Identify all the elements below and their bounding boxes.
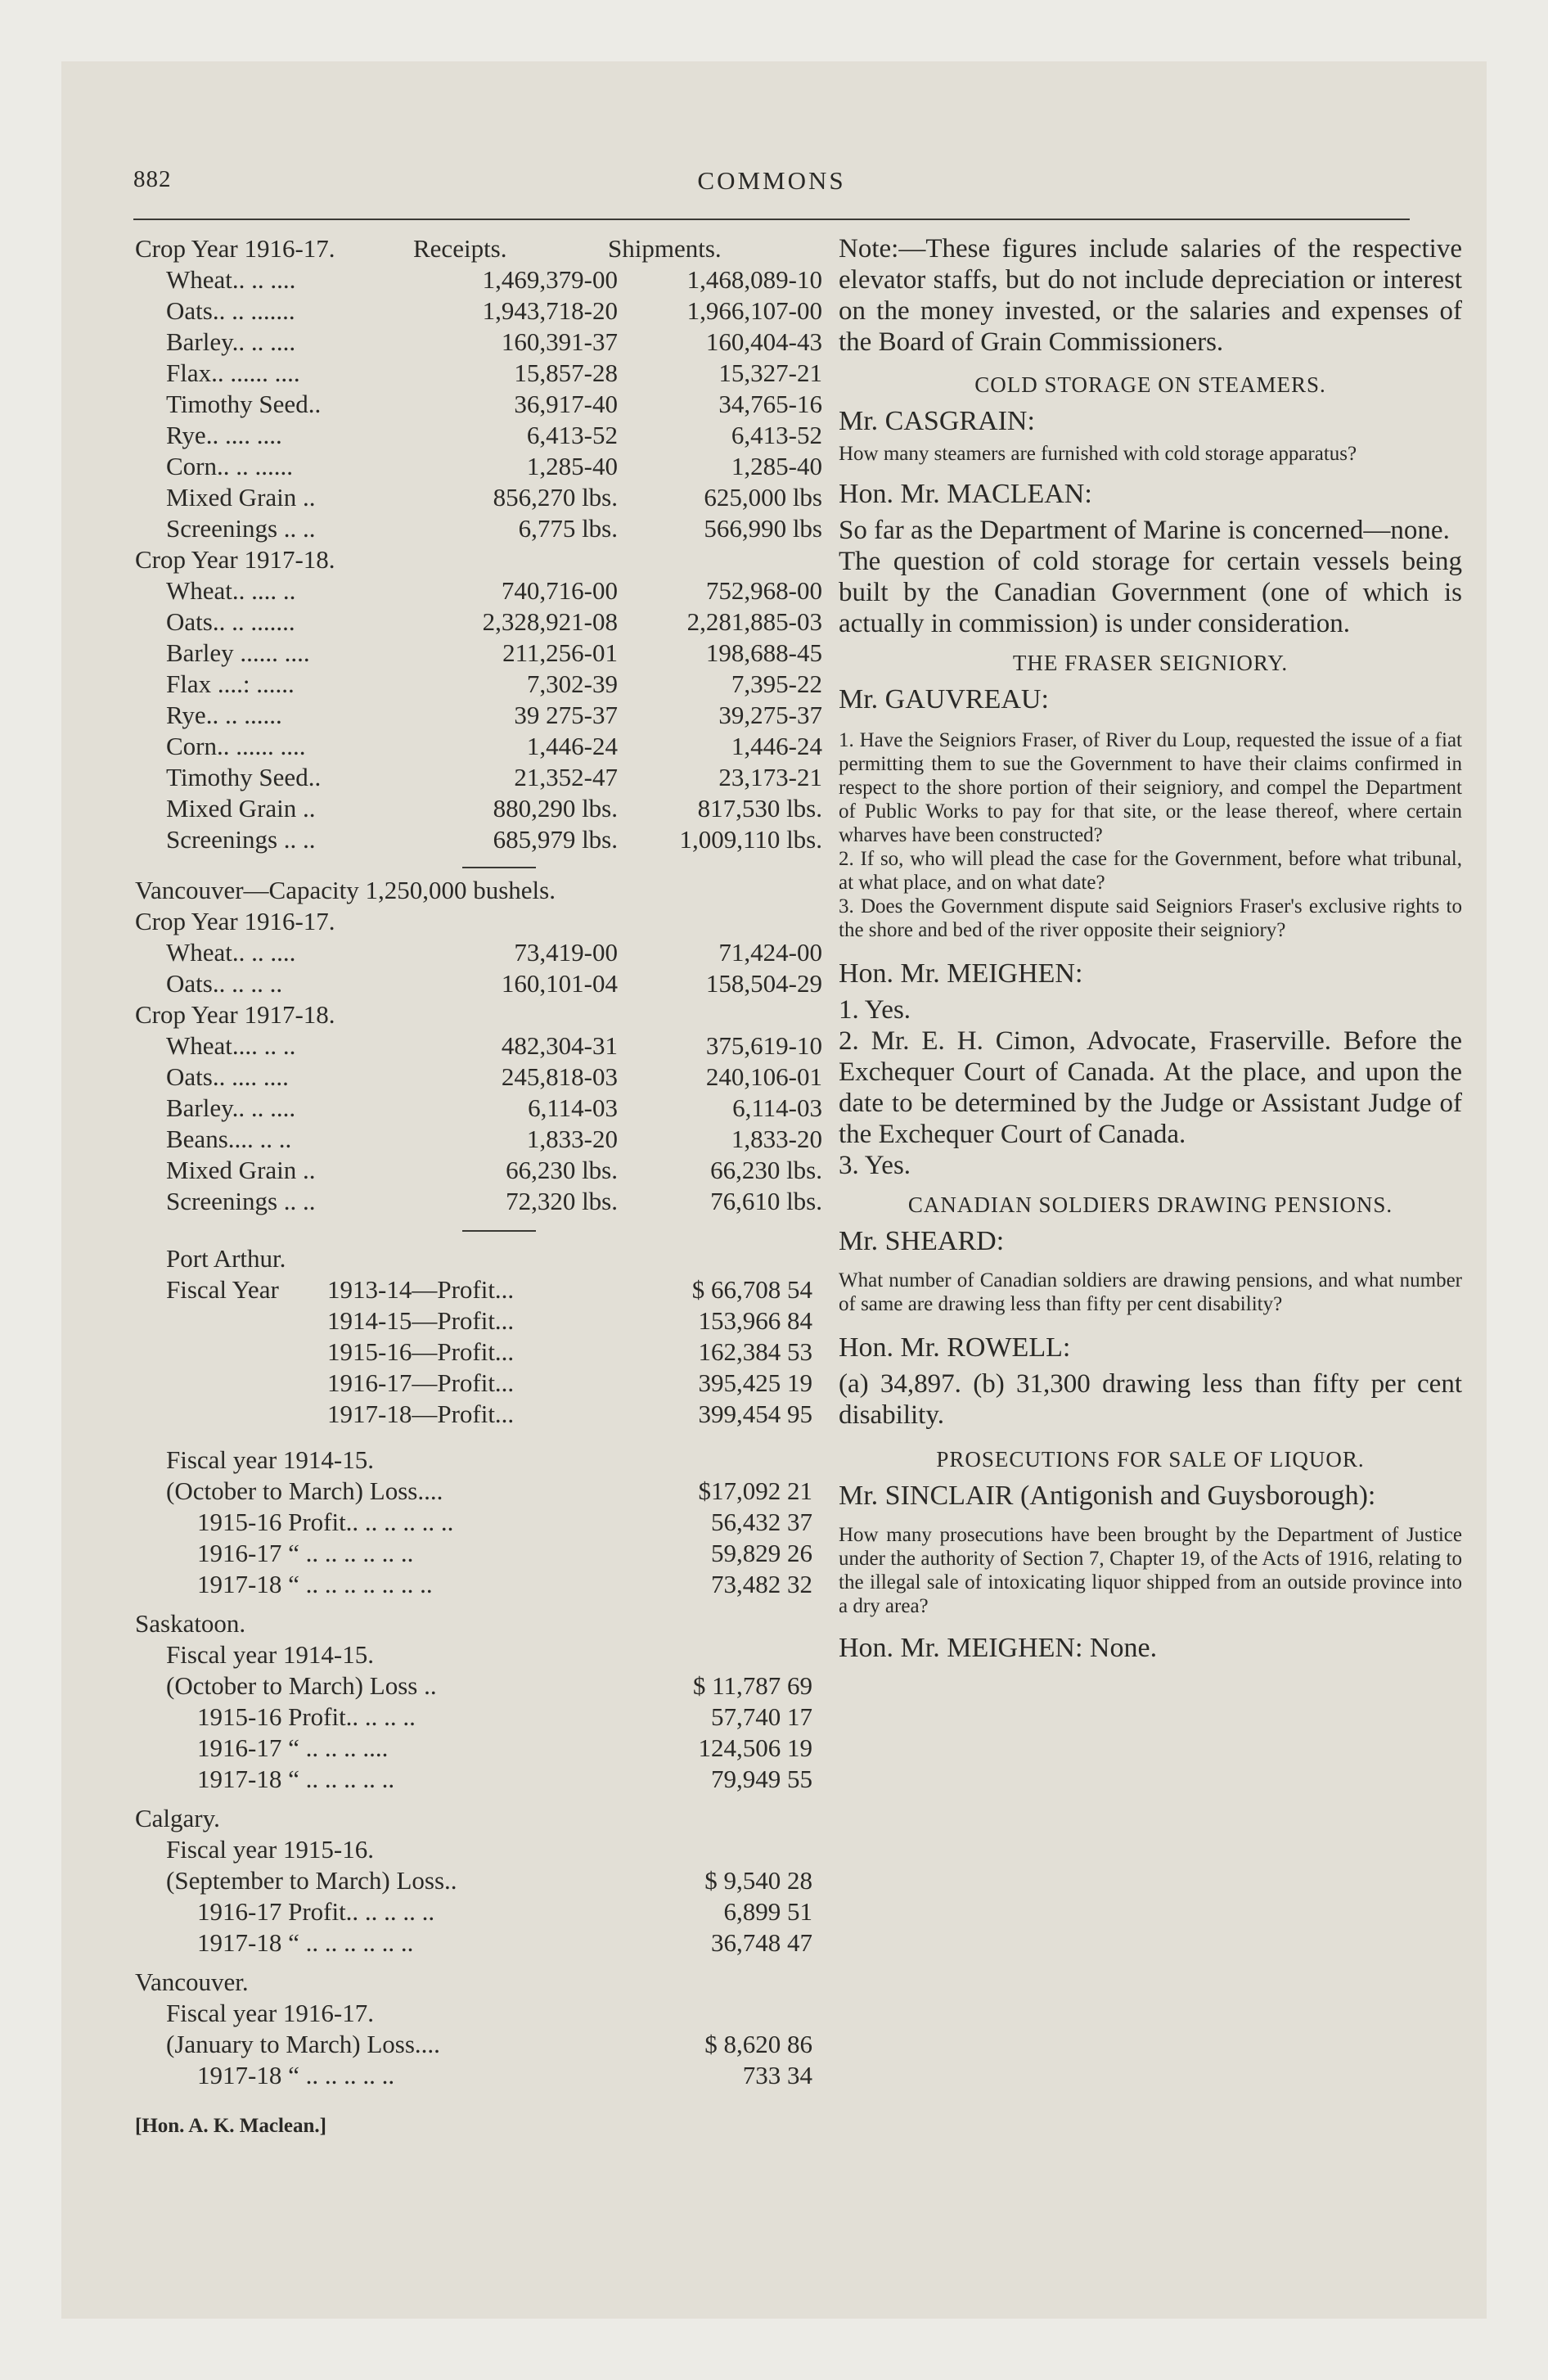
speaker-name: Mr. SINCLAIR (Antigonish and Guysborough):	[839, 1481, 1376, 1511]
fiscal-year-lead: Fiscal Year	[166, 1275, 279, 1304]
grain-table-1917	[135, 575, 822, 855]
finance-label: 1916-17 “ .. .. .. ....	[197, 1733, 389, 1762]
finance-value: 124,506 19	[698, 1733, 812, 1762]
row-label: Corn.. .. ......	[166, 452, 293, 480]
finance-label: 1915-16 Profit.. .. .. .. .. ..	[197, 1508, 454, 1536]
finance-row	[135, 1569, 822, 1600]
table-row	[135, 824, 822, 855]
answer-text: 1. Yes.	[839, 995, 911, 1025]
finance-value: 153,966 84	[698, 1306, 812, 1335]
finance-label: 1915-16 Profit.. .. .. ..	[197, 1702, 416, 1731]
table-row	[135, 295, 822, 327]
section-heading: THE FRASER SEIGNIORY.	[1012, 651, 1289, 675]
speaker-name: Hon. Mr. ROWELL:	[839, 1332, 1071, 1363]
finance-label: 1916-17 Profit.. .. .. .. ..	[197, 1897, 435, 1926]
row-label: Oats.. .. .. ..	[166, 969, 283, 998]
finance-label: 1917-18—Profit...	[327, 1400, 515, 1428]
finance-label: (September to March) Loss..	[166, 1866, 457, 1895]
question-text: What number of Canadian soldiers are drawing pensions, and what number of same are drawing less than fifty per cent disability?	[839, 1269, 1462, 1315]
shipments-value: 34,765-16	[718, 390, 822, 418]
table-row	[135, 451, 822, 482]
row-label: Rye.. .. ......	[166, 701, 282, 729]
table-row	[135, 1155, 822, 1186]
finance-value: 399,454 95	[698, 1400, 812, 1428]
finance-value: 73,482 32	[711, 1570, 812, 1598]
finance-value: 162,384 53	[698, 1337, 812, 1366]
crop-year-heading-row	[135, 544, 822, 575]
finance-row	[135, 1927, 822, 1959]
table-row	[135, 937, 822, 968]
answer-text: 3. Yes.	[839, 1151, 911, 1180]
receipts-value: 211,256-01	[502, 638, 618, 667]
row-label: Wheat.. .. ....	[166, 938, 296, 967]
shipments-value: 566,990 lbs	[704, 514, 822, 543]
receipts-value: 21,352-47	[514, 763, 618, 791]
receipts-value: 39 275-37	[514, 701, 618, 729]
table-row	[135, 389, 822, 420]
receipts-value: 1,469,379-00	[482, 265, 618, 294]
shipments-value: 7,395-22	[731, 669, 822, 698]
finance-value: 6,899 51	[723, 1897, 812, 1926]
fiscal-year-label: Fiscal year 1914-15.	[166, 1640, 374, 1669]
page-title: COMMONS	[697, 166, 846, 195]
calgary-title	[135, 1803, 822, 1834]
finance-label: 1916-17—Profit...	[327, 1368, 515, 1397]
finance-row	[135, 1733, 822, 1764]
vancouver-capacity-text: Vancouver—Capacity 1,250,000 bushels.	[135, 876, 556, 904]
finance-value: $ 66,708 54	[691, 1275, 812, 1304]
finance-row	[135, 1702, 822, 1733]
section-heading: CANADIAN SOLDIERS DRAWING PENSIONS.	[907, 1192, 1393, 1217]
finance-label: (October to March) Loss ..	[166, 1671, 437, 1700]
calgary-label: Calgary.	[135, 1804, 220, 1832]
shipments-value: 1,833-20	[731, 1125, 822, 1153]
section-heading: PROSECUTIONS FOR SALE OF LIQUOR.	[936, 1447, 1365, 1472]
section-heading: COLD STORAGE ON STEAMERS.	[974, 372, 1326, 397]
vancouver-table-1916	[135, 937, 822, 999]
vancouver-capacity	[135, 875, 822, 906]
header-rule	[133, 219, 1410, 220]
table-row	[135, 1062, 822, 1093]
row-label: Screenings .. ..	[166, 825, 316, 854]
receipts-value: 6,114-03	[528, 1093, 618, 1122]
answer-text: The question of cold storage for certain vessels being built by the Canadian Government (one of which is actually in commission) is under consideration.	[839, 547, 1462, 638]
section-rule	[462, 867, 536, 868]
finance-label: 1917-18 “ .. .. .. .. ..	[197, 2061, 395, 2089]
finance-value: 57,740 17	[711, 1702, 812, 1731]
speaker-name: Mr. GAUVREAU:	[839, 684, 1049, 714]
finance-label: 1915-16—Profit...	[327, 1337, 515, 1366]
finance-label: 1917-18 “ .. .. .. .. ..	[197, 1765, 395, 1793]
row-label: Flax.. ...... ....	[166, 358, 300, 387]
question-text: How many steamers are furnished with cold storage apparatus?	[839, 443, 1357, 465]
shipments-value: 1,446-24	[731, 732, 822, 760]
shipments-value: 625,000 lbs	[704, 483, 822, 512]
receipts-value: 7,302-39	[526, 669, 618, 698]
table-row	[135, 1124, 822, 1155]
table-row	[135, 793, 822, 824]
table-row	[135, 513, 822, 544]
shipments-value: 6,114-03	[732, 1093, 822, 1122]
shipments-value: 66,230 lbs.	[710, 1156, 822, 1184]
speaker-reference: [Hon. A. K. Maclean.]	[135, 2115, 327, 2137]
receipts-value: 160,101-04	[501, 969, 618, 998]
finance-value: 79,949 55	[711, 1765, 812, 1793]
receipts-value: 1,446-24	[526, 732, 618, 760]
table-row	[135, 327, 822, 358]
table-row	[135, 1030, 822, 1062]
receipts-value: 482,304-31	[501, 1031, 618, 1060]
table-row	[135, 358, 822, 389]
finance-row	[135, 1274, 822, 1305]
speaker-name: Mr. SHEARD:	[839, 1226, 1005, 1256]
row-label: Flax ....: ......	[166, 669, 295, 698]
row-label: Screenings .. ..	[166, 1187, 316, 1215]
vancouver-label: Vancouver.	[135, 1968, 249, 1996]
page-sheet	[61, 61, 1487, 2319]
row-label: Beans.... .. ..	[166, 1125, 292, 1153]
receipts-value: 740,716-00	[501, 576, 618, 605]
table-row	[135, 638, 822, 669]
finance-row	[135, 2060, 822, 2091]
receipts-value: 880,290 lbs.	[493, 794, 618, 823]
table-row	[135, 606, 822, 638]
crop-year-heading-row	[135, 906, 822, 937]
finance-row	[135, 1896, 822, 1927]
row-label: Oats.. .. .......	[166, 296, 295, 325]
shipments-value: 198,688-45	[705, 638, 822, 667]
row-label: Oats.. .. .......	[166, 607, 295, 636]
receipts-value: 6,413-52	[526, 421, 618, 449]
finance-row	[135, 1865, 822, 1896]
shipments-value: 71,424-00	[718, 938, 822, 967]
shipments-value: 817,530 lbs.	[697, 794, 822, 823]
question-text: How many prosecutions have been brought by the Department of Justice under the authority of Section 7, Chapter 19, of the Acts of 1916, relating to the illegal sale of intoxicating liquor shipped from an outside province into a dry area?	[839, 1524, 1462, 1617]
fiscal-year-rows	[135, 1476, 822, 1600]
crop-year-heading: Crop Year 1917-18.	[135, 1000, 335, 1029]
row-label: Screenings .. ..	[166, 514, 316, 543]
speaker-name: Hon. Mr. MACLEAN:	[839, 479, 1092, 509]
answer-text: 2. Mr. E. H. Cimon, Advocate, Fraserville. Before the Exchequer Court of Canada. At the place, and upon the date to be determined by the Judge or Assistant Judge of the Exchequer Court of Canada.	[839, 1026, 1462, 1149]
finance-label: 1913-14—Profit...	[327, 1275, 515, 1304]
port-arthur-title	[135, 1243, 822, 1274]
table-row	[135, 482, 822, 513]
shipments-value: 1,285-40	[731, 452, 822, 480]
shipments-value: 160,404-43	[705, 327, 822, 356]
finance-row	[135, 1538, 822, 1569]
table-header	[135, 233, 822, 264]
row-label: Oats.. .... ....	[166, 1062, 289, 1091]
receipts-value: 160,391-37	[501, 327, 618, 356]
shipments-value: 6,413-52	[731, 421, 822, 449]
fiscal-year-label: Fiscal year 1914-15.	[166, 1445, 374, 1474]
table-row	[135, 1093, 822, 1124]
shipments-value: 752,968-00	[705, 576, 822, 605]
finance-label: (October to March) Loss....	[166, 1476, 443, 1505]
question-text: 1. Have the Seigniors Fraser, of River du Loup, requested the issue of a fiat permitting them to sue the Government to have their claims confirmed in respect to the shore portion of their seigniory, and compel the Department of Public Works to pay for that site, or the lease thereof, where certain wharves have been constructed?	[839, 729, 1462, 846]
table-row	[135, 1186, 822, 1217]
saskatoon-rows	[135, 1670, 822, 1795]
shipments-value: 1,468,089-10	[686, 265, 822, 294]
crop-year-heading: Crop Year 1916-17.	[135, 907, 335, 935]
receipts-header: Receipts.	[413, 234, 507, 263]
row-label: Mixed Grain ..	[166, 794, 316, 823]
row-label: Mixed Grain ..	[166, 1156, 316, 1184]
vancouver-rows	[135, 2029, 822, 2091]
row-label: Barley.. .. ....	[166, 1093, 296, 1122]
fiscal-year-label: Fiscal year 1915-16.	[166, 1835, 374, 1864]
finance-label: 1917-18 “ .. .. .. .. .. .. ..	[197, 1570, 433, 1598]
table-row	[135, 731, 822, 762]
row-label: Wheat.. .. ....	[166, 265, 296, 294]
fiscal-year-line	[135, 1998, 822, 2029]
receipts-value: 6,775 lbs.	[518, 514, 618, 543]
answer-text: (a) 34,897. (b) 31,300 drawing less than fifty per cent disability.	[839, 1369, 1462, 1430]
row-label: Timothy Seed..	[166, 763, 322, 791]
table-row	[135, 700, 822, 731]
row-label: Rye.. .... ....	[166, 421, 282, 449]
receipts-value: 15,857-28	[514, 358, 618, 387]
finance-row	[135, 1507, 822, 1538]
finance-row	[135, 1476, 822, 1507]
finance-row	[135, 2029, 822, 2060]
finance-row	[135, 1336, 822, 1368]
finance-value: 36,748 47	[711, 1928, 812, 1957]
table-row	[135, 420, 822, 451]
shipments-value: 15,327-21	[718, 358, 822, 387]
question-text: 3. Does the Government dispute said Seigniors Fraser's exclusive rights to the shore and bed of the river opposite their seigniory?	[839, 895, 1462, 941]
finance-value: 395,425 19	[698, 1368, 812, 1397]
vancouver-title	[135, 1967, 822, 1998]
finance-value: 56,432 37	[711, 1508, 812, 1536]
section-rule	[462, 1230, 536, 1232]
receipts-value: 36,917-40	[514, 390, 618, 418]
finance-value: $17,092 21	[698, 1476, 812, 1505]
finance-value: 733 34	[742, 2061, 812, 2089]
saskatoon-label: Saskatoon.	[135, 1609, 246, 1638]
receipts-value: 1,285-40	[526, 452, 618, 480]
receipts-value: 1,943,718-20	[482, 296, 618, 325]
fiscal-year-line	[135, 1445, 822, 1476]
finance-label: 1914-15—Profit...	[327, 1306, 515, 1335]
note-paragraph: Note:—These figures include salaries of the respective elevator staffs, but do not include depreciation or interest on the money invested, or the salaries and expenses of the Board of Grain Commissioners.	[839, 234, 1462, 357]
finance-value: $ 9,540 28	[704, 1866, 812, 1895]
finance-value: $ 8,620 86	[704, 2030, 812, 2058]
vancouver-table-1917	[135, 1030, 822, 1217]
finance-row	[135, 1764, 822, 1795]
left-column	[135, 233, 822, 2142]
finance-row	[135, 1399, 822, 1430]
shipments-value: 1,009,110 lbs.	[679, 825, 822, 854]
shipments-value: 39,275-37	[718, 701, 822, 729]
shipments-value: 23,173-21	[718, 763, 822, 791]
row-label: Barley.. .. ....	[166, 327, 296, 356]
receipts-value: 73,419-00	[514, 938, 618, 967]
finance-label: 1916-17 “ .. .. .. .. .. ..	[197, 1539, 414, 1567]
finance-row	[135, 1305, 822, 1336]
grain-table-1916	[135, 264, 822, 544]
shipments-value: 375,619-10	[705, 1031, 822, 1060]
shipments-value: 2,281,885-03	[686, 607, 822, 636]
receipts-value: 245,818-03	[501, 1062, 618, 1091]
row-label: Barley ...... ....	[166, 638, 310, 667]
fiscal-year-line	[135, 1834, 822, 1865]
crop-year-heading-row	[135, 999, 822, 1030]
row-label: Wheat.... .. ..	[166, 1031, 296, 1060]
fiscal-year-label: Fiscal year 1916-17.	[166, 1999, 374, 2027]
port-arthur-profits	[135, 1274, 822, 1430]
shipments-value: 240,106-01	[705, 1062, 822, 1091]
table-row	[135, 968, 822, 999]
saskatoon-title	[135, 1608, 822, 1639]
row-label: Timothy Seed..	[166, 390, 322, 418]
receipts-value: 856,270 lbs.	[493, 483, 618, 512]
row-label: Wheat.. .... ..	[166, 576, 296, 605]
fiscal-year-line	[135, 1639, 822, 1670]
finance-value: $ 11,787 69	[692, 1671, 812, 1700]
table-row	[135, 264, 822, 295]
calgary-rows	[135, 1865, 822, 1959]
receipts-value: 2,328,921-08	[482, 607, 618, 636]
receipts-value: 1,833-20	[526, 1125, 618, 1153]
finance-row	[135, 1670, 822, 1702]
row-label: Corn.. ...... ....	[166, 732, 306, 760]
shipments-header: Shipments.	[608, 234, 722, 263]
answer-text: Hon. Mr. MEIGHEN: None.	[839, 1633, 1158, 1663]
shipments-value: 76,610 lbs.	[710, 1187, 822, 1215]
receipts-value: 72,320 lbs.	[506, 1187, 618, 1215]
finance-label: 1917-18 “ .. .. .. .. .. ..	[197, 1928, 414, 1957]
crop-year-heading: Crop Year 1917-18.	[135, 545, 335, 574]
row-label: Mixed Grain ..	[166, 483, 316, 512]
shipments-value: 1,966,107-00	[686, 296, 822, 325]
right-column	[839, 233, 1462, 1669]
page-number: 882	[133, 166, 172, 192]
crop-year-heading: Crop Year 1916-17.	[135, 234, 335, 263]
finance-value: 59,829 26	[711, 1539, 812, 1567]
receipts-value: 685,979 lbs.	[493, 825, 618, 854]
question-text: 2. If so, who will plead the case for the Government, before what tribunal, at what place, and on what date?	[839, 848, 1462, 894]
finance-label: (January to March) Loss....	[166, 2030, 440, 2058]
port-arthur-label: Port Arthur.	[166, 1244, 286, 1273]
table-row	[135, 762, 822, 793]
speaker-name: Hon. Mr. MEIGHEN:	[839, 958, 1083, 989]
shipments-value: 158,504-29	[705, 969, 822, 998]
table-row	[135, 575, 822, 606]
table-row	[135, 669, 822, 700]
receipts-value: 66,230 lbs.	[506, 1156, 618, 1184]
speaker-name: Mr. CASGRAIN:	[839, 406, 1035, 436]
answer-text: So far as the Department of Marine is concerned—none.	[839, 516, 1450, 545]
finance-row	[135, 1368, 822, 1399]
